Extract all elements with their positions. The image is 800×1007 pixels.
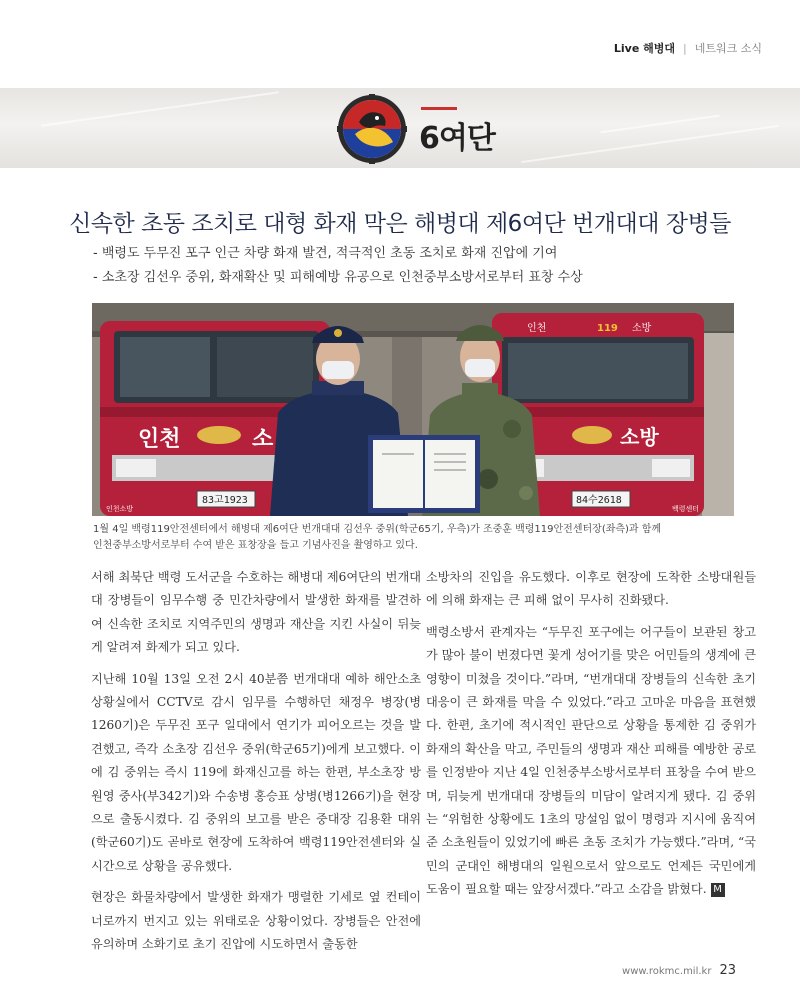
section-nav	[614, 40, 762, 56]
footer-url: www.rokmc.mil.kr	[622, 966, 712, 977]
body-paragraph: 현장은 화물차량에서 발생한 화재가 맹렬한 기세로 옆 컨테이너로까지 번지고 있는 위태로운 상황이었다. 장병들은 안전에 유의하며 소화기로 초기 진압에 시도하면서 출동한	[91, 890, 421, 952]
truck-right-top-2: 소방	[632, 323, 652, 334]
title-accent-bar	[421, 107, 457, 110]
truck-left-text: 인천	[138, 427, 181, 452]
subhead-line: - 소초장 김선우 중위, 화재확산 및 피해예방 유공으로 인천중부소방서로부터 표창 수상	[93, 270, 583, 285]
unit-emblem-icon	[337, 94, 407, 164]
body-paragraph: 지난해 10월 13일 오전 2시 40분쯤 번개대대 예하 해안소초 상황실에서 CCTV로 감시 임무를 수행하던 채정우 병장(병1260기)은 두무진 포구 일대에서 연기가 피어오르는 것을 발견했고, 즉각 소초장 김선우 중위(학군65기)에게 보고했다. 이에 김 중위는 즉시 119에 화재신고를 하는 한편, 부소초장 방원영 중사(부342기)와 수송병 홍승표 상병(병1266기)을 현장으로 출동시켰다. 김 중위의 보고를 받은 중대장 김용환 대위(학군60기)도 곧바로 현장에 도착하여 백령119안전센터와 실시간으로 상황을 공유했다.	[91, 671, 421, 873]
plate-left: 83고1923	[202, 495, 248, 506]
door-right-label: 백령센터	[672, 505, 700, 513]
truck-left-text-2: 소	[252, 427, 274, 452]
plate-right: 84수2618	[576, 495, 622, 506]
truck-right-text: 소방	[620, 425, 659, 449]
body-paragraph: 소방차의 진입을 유도했다. 이후로 현장에 도착한 소방대원들에 의해 화재는 큰 피해 없이 무사히 진화됐다.	[426, 570, 756, 608]
unit-title: 6여단	[419, 121, 495, 156]
body-column-left	[91, 566, 421, 965]
body-paragraph-last	[426, 621, 756, 902]
body-column-right	[426, 566, 756, 910]
nav-current-section: Live 해병대	[613, 42, 676, 55]
article-subheads	[93, 242, 583, 290]
photo-caption	[93, 522, 713, 554]
body-paragraph-text: 백령소방서 관계자는 “두무진 포구에는 어구들이 보관된 창고가 많아 불이 번졌다면 꽃게 성어기를 맞은 어민들의 생계에 큰 영향이 미쳤을 것이다.”라며, “번개대대 장병들의 신속한 초기대응이 큰 화재를 막을 수 있었다.”라고 고마운 마음을 표현했다. 한편, 초기에 적시적인 판단으로 상황을 통제한 김 중위가 화재의 확산을 막고, 주민들의 생명과 재산 피해를 예방한 공로를 인정받아 지난 4일 인천중부소방서로부터 표창을 수여 받으며, 뒤늦게 번개대대 장병들의 미담이 알려지게 됐다. 김 중위는 “위험한 상황에도 1초의 망설임 없이 명령과 지시에 움직여준 소초원들이 있었기에 빠른 초동 조치가 가능했다.”라며, “국민의 군대인 해병대의 일원으로서 앞으로도 언제든 국민에게 도움이 필요할 때는 앞장서겠다.”라고 소감을 밝혔다.	[426, 624, 756, 897]
subhead-line: - 백령도 두무진 포구 인근 차량 화재 발견, 적극적인 초동 조치로 화재 진압에 기여	[93, 246, 558, 261]
door-left-label: 인천소방	[106, 505, 134, 513]
page-footer	[622, 963, 736, 978]
caption-line: 인천중부소방서로부터 수여 받은 표창장을 들고 기념사진을 촬영하고 있다.	[93, 540, 418, 551]
truck-right-number: 119	[597, 323, 618, 334]
truck-right-top: 인천	[527, 323, 547, 334]
award-photo	[92, 303, 734, 516]
nav-subsection: 네트워크 소식	[694, 42, 762, 55]
article-headline: 신속한 초동 조치로 대형 화재 막은 해병대 제6여단 번개대대 장병들	[69, 211, 731, 237]
end-mark-icon: M	[711, 883, 725, 897]
nav-separator: |	[683, 41, 687, 55]
caption-line: 1월 4일 백령119안전센터에서 해병대 제6여단 번개대대 김선우 중위(학군65기, 우측)가 조중훈 백령119안전센터장(좌측)과 함께	[93, 524, 662, 535]
page-number: 23	[719, 963, 736, 978]
body-paragraph: 서해 최북단 백령 도서군을 수호하는 해병대 제6여단의 번개대대 장병들이 임무수행 중 민간차량에서 발생한 화재를 발견하여 신속한 조치로 지역주민의 생명과 재산을 지킨 사실이 뒤늦게 알려져 화제가 되고 있다.	[91, 570, 421, 655]
